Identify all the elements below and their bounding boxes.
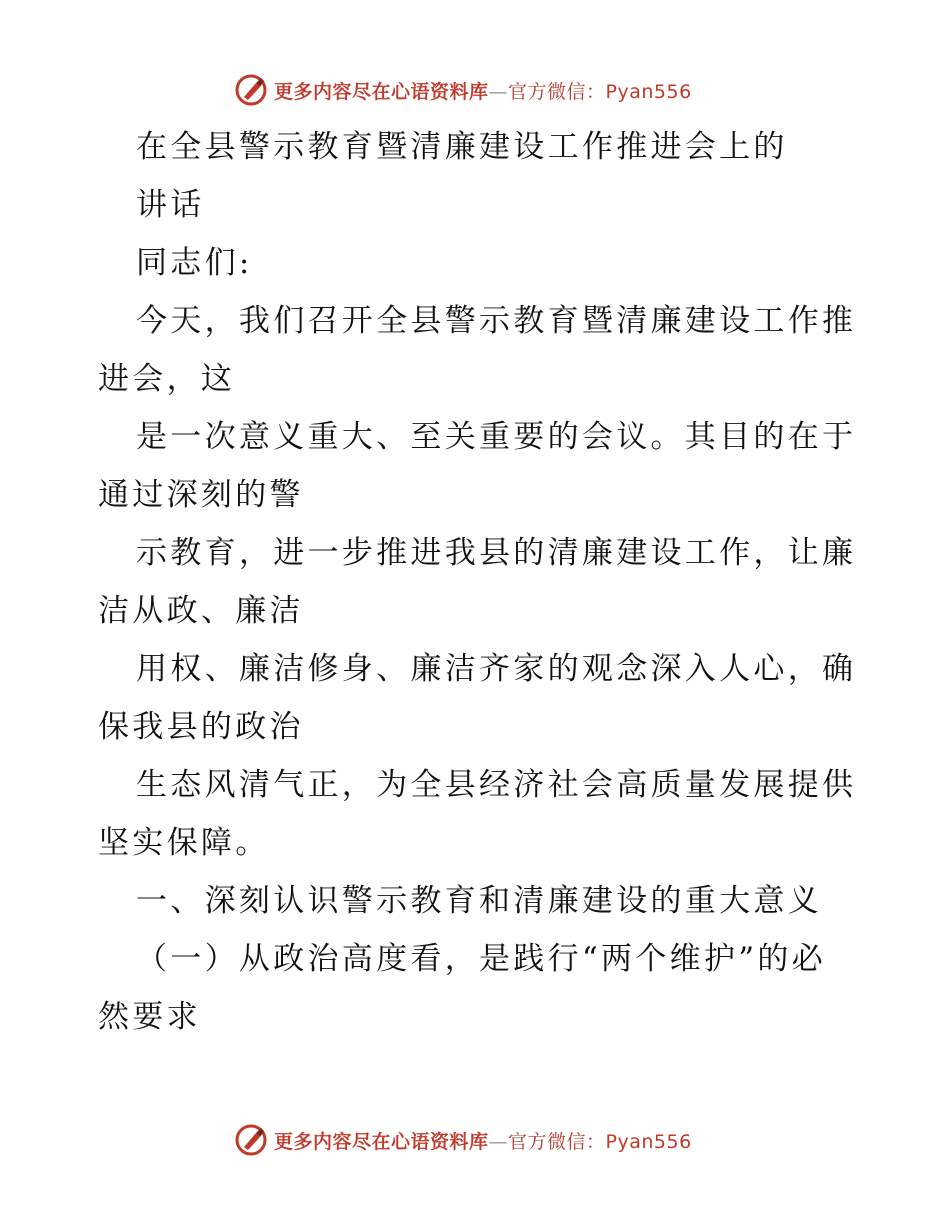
doc-line: 生态风清气正，为全县经济社会高质量发展提供 <box>136 767 857 803</box>
banner-wechat-id: Pyan556 <box>605 80 692 103</box>
doc-section-heading: 一、深刻认识警示教育和清廉建设的重大意义 <box>136 883 822 919</box>
doc-line: 保我县的政治 <box>98 709 304 745</box>
doc-subsection-heading: （一）从政治高度看，是践行“两个维护”的必 <box>136 941 826 977</box>
doc-line: 然要求 <box>98 999 201 1035</box>
banner-wechat-label: 官方微信： <box>508 1130 606 1153</box>
banner-wechat-label: 官方微信： <box>508 80 606 103</box>
doc-title-line-2: 讲话 <box>136 187 205 223</box>
doc-line: 通过深刻的警 <box>98 477 304 513</box>
doc-line: 洁从政、廉洁 <box>98 593 304 629</box>
header-watermark-banner <box>234 70 754 110</box>
pen-logo-icon <box>234 1123 268 1157</box>
doc-title-line-1: 在全县警示教育暨清廉建设工作推进会上的 <box>136 129 788 165</box>
doc-line: 示教育，进一步推进我县的清廉建设工作，让廉 <box>136 535 857 571</box>
banner-main-text: 更多内容尽在心语资料库 <box>274 80 489 103</box>
banner-main-text: 更多内容尽在心语资料库 <box>274 1130 489 1153</box>
footer-watermark-banner <box>234 1120 754 1160</box>
banner-wechat-id: Pyan556 <box>605 1130 692 1153</box>
banner-dash: — <box>488 1130 509 1153</box>
doc-line: 是一次意义重大、至关重要的会议。其目的在于 <box>136 419 857 455</box>
banner-dash: — <box>488 80 509 103</box>
doc-line: 今天，我们召开全县警示教育暨清廉建设工作推 <box>136 303 857 339</box>
pen-logo-icon <box>234 73 268 107</box>
doc-salutation: 同志们: <box>136 245 253 281</box>
document-body <box>98 118 858 1046</box>
doc-line: 坚实保障。 <box>98 825 270 861</box>
doc-line: 进会，这 <box>98 361 236 397</box>
doc-line: 用权、廉洁修身、廉洁齐家的观念深入人心，确 <box>136 651 857 687</box>
